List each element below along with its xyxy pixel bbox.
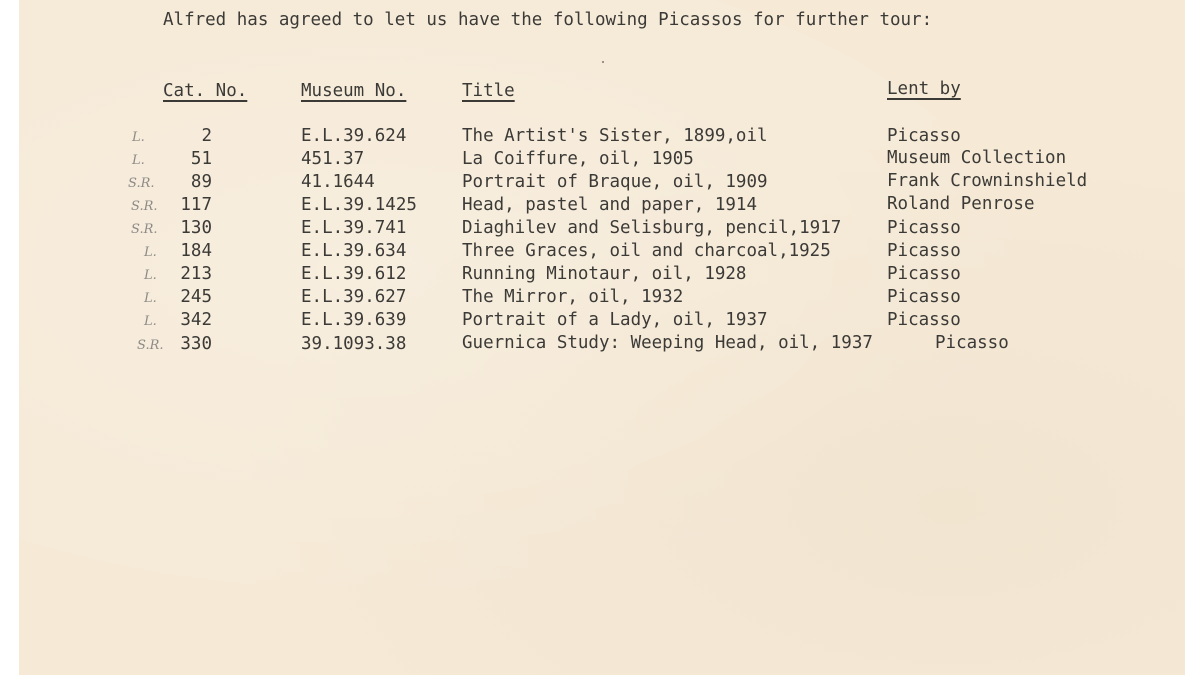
row-museum-no: 41.1644: [301, 172, 375, 192]
row-museum-no: 39.1093.38: [301, 334, 407, 354]
row-lender: Frank Crowninshield: [887, 171, 1088, 191]
row-margin-mark: L.: [144, 268, 157, 283]
row-cat-no: 330: [180, 334, 212, 354]
row-museum-no: E.L.39.612: [301, 264, 407, 284]
row-lender: Museum Collection: [887, 148, 1067, 168]
row-lender: Picasso: [887, 126, 961, 146]
header-cat-no: Cat. No.: [163, 81, 248, 101]
row-title: The Mirror, oil, 1932: [462, 287, 684, 307]
row-margin-mark: S.R.: [131, 199, 158, 214]
ink-speck: [602, 61, 604, 63]
row-title: Running Minotaur, oil, 1928: [462, 264, 747, 284]
row-lender: Picasso: [887, 264, 961, 284]
row-lender: Picasso: [887, 241, 961, 261]
row-cat-no: 89: [190, 172, 212, 192]
row-museum-no: E.L.39.634: [301, 241, 407, 261]
row-lender: Picasso: [887, 310, 961, 330]
row-cat-no: 342: [180, 310, 212, 330]
row-lender: Roland Penrose: [887, 194, 1035, 214]
row-title: Head, pastel and paper, 1914: [462, 195, 758, 215]
row-lender: Picasso: [935, 333, 1009, 353]
row-margin-mark: L.: [132, 153, 145, 168]
header-museum-no: Museum No.: [301, 81, 407, 101]
row-museum-no: E.L.39.639: [301, 310, 407, 330]
row-title: Guernica Study: Weeping Head, oil, 1937: [462, 333, 873, 353]
row-margin-mark: L.: [132, 130, 145, 145]
row-cat-no: 2: [201, 126, 212, 146]
row-museum-no: E.L.39.741: [301, 218, 407, 238]
row-museum-no: E.L.39.1425: [301, 195, 417, 215]
intro-line: Alfred has agreed to let us have the following Picassos for further tour:: [163, 10, 933, 30]
row-title: The Artist's Sister, 1899,oil: [462, 126, 768, 146]
row-lender: Picasso: [887, 287, 961, 307]
row-margin-mark: L.: [144, 291, 157, 306]
row-title: Portrait of Braque, oil, 1909: [462, 172, 768, 192]
row-museum-no: E.L.39.627: [301, 287, 407, 307]
header-title: Title: [462, 81, 515, 101]
row-margin-mark: S.R.: [131, 222, 158, 237]
row-cat-no: 130: [180, 218, 212, 238]
row-margin-mark: L.: [144, 314, 157, 329]
row-title: Portrait of a Lady, oil, 1937: [462, 310, 768, 330]
row-cat-no: 184: [180, 241, 212, 261]
row-margin-mark: L.: [144, 245, 157, 260]
row-title: La Coiffure, oil, 1905: [462, 149, 694, 169]
header-lent-by: Lent by: [887, 79, 961, 99]
row-museum-no: E.L.39.624: [301, 126, 407, 146]
row-cat-no: 51: [190, 149, 212, 169]
row-title: Three Graces, oil and charcoal,1925: [462, 241, 831, 261]
row-museum-no: 451.37: [301, 149, 365, 169]
row-cat-no: 245: [180, 287, 212, 307]
row-lender: Picasso: [887, 218, 961, 238]
row-cat-no: 117: [180, 195, 212, 215]
row-cat-no: 213: [180, 264, 212, 284]
row-title: Diaghilev and Selisburg, pencil,1917: [462, 218, 842, 238]
row-margin-mark: S.R.: [137, 338, 164, 353]
row-margin-mark: S.R.: [128, 176, 155, 191]
